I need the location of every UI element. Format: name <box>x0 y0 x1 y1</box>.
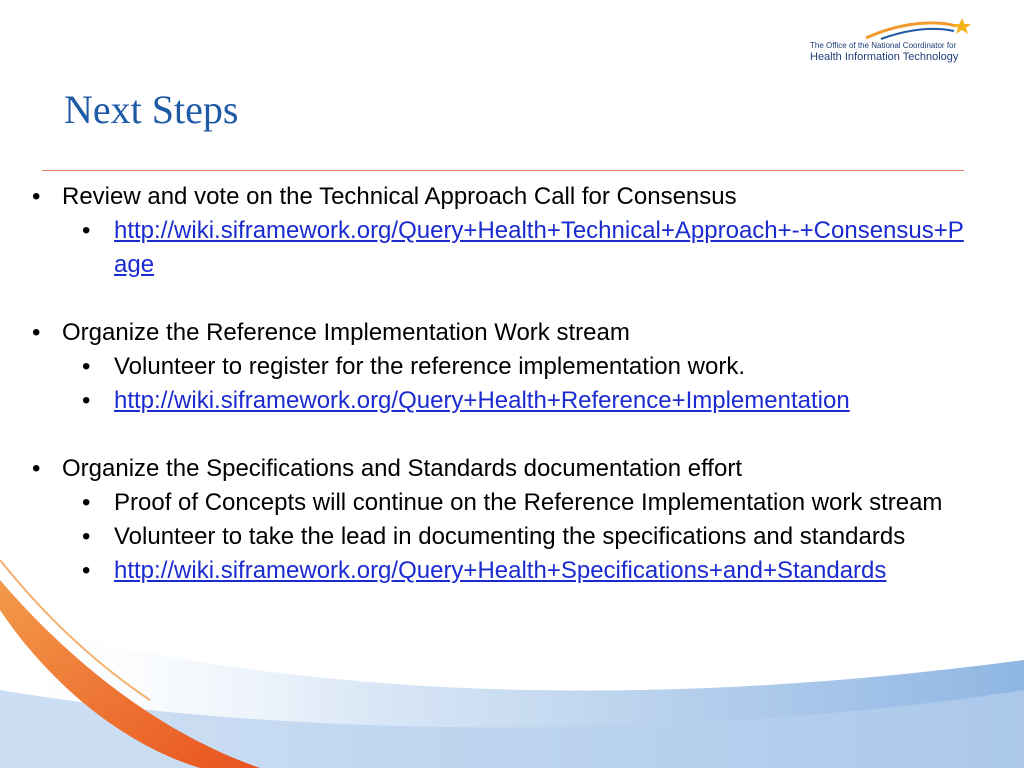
bullet-dot-icon: • <box>82 387 91 414</box>
bullet-text: Review and vote on the Technical Approach Call for Consensus <box>62 183 737 210</box>
sub-bullet-text: Volunteer to register for the reference implementation work. <box>114 353 745 380</box>
slide-content <box>32 180 972 588</box>
bullet-item <box>32 452 972 486</box>
bullet-dot-icon: • <box>32 183 41 210</box>
section-technical-approach <box>32 180 972 282</box>
bullet-item <box>32 180 972 214</box>
bullet-dot-icon: • <box>32 319 41 346</box>
bullet-dot-icon: • <box>32 455 41 482</box>
bullet-text: Organize the Reference Implementation Work stream <box>62 319 630 346</box>
specifications-standards-link[interactable]: http://wiki.siframework.org/Query+Health+Specifications+and+Standards <box>114 557 887 584</box>
reference-implementation-link[interactable]: http://wiki.siframework.org/Query+Health+Reference+Implementation <box>114 387 850 414</box>
onc-logo <box>806 18 976 66</box>
logo-line1: The Office of the National Coordinator for <box>810 41 957 50</box>
technical-approach-link[interactable]: http://wiki.siframework.org/Query+Health+Technical+Approach+-+Consensus+Page <box>114 217 964 278</box>
sub-bullet-item <box>32 350 972 384</box>
sub-bullet-text: Proof of Concepts will continue on the Reference Implementation work stream <box>114 489 943 516</box>
title-divider <box>42 170 964 171</box>
bullet-dot-icon: • <box>82 523 91 550</box>
bullet-text: Organize the Specifications and Standards documentation effort <box>62 455 742 482</box>
sub-bullet-item <box>32 384 972 418</box>
section-reference-implementation <box>32 316 972 418</box>
bullet-dot-icon: • <box>82 557 91 584</box>
slide-title: Next Steps <box>64 87 239 132</box>
sub-bullet-item <box>32 486 972 520</box>
bullet-dot-icon: • <box>82 217 91 244</box>
bullet-dot-icon: • <box>82 353 91 380</box>
sub-bullet-text: Volunteer to take the lead in documenting the specifications and standards <box>114 523 906 550</box>
bullet-item <box>32 316 972 350</box>
star-arc-icon <box>806 18 976 40</box>
logo-line2: Health Information Technology <box>810 51 959 63</box>
section-specifications-standards <box>32 452 972 588</box>
sub-bullet-item <box>32 554 972 588</box>
sub-bullet-item <box>32 214 972 282</box>
sub-bullet-item <box>32 520 972 554</box>
bullet-dot-icon: • <box>82 489 91 516</box>
